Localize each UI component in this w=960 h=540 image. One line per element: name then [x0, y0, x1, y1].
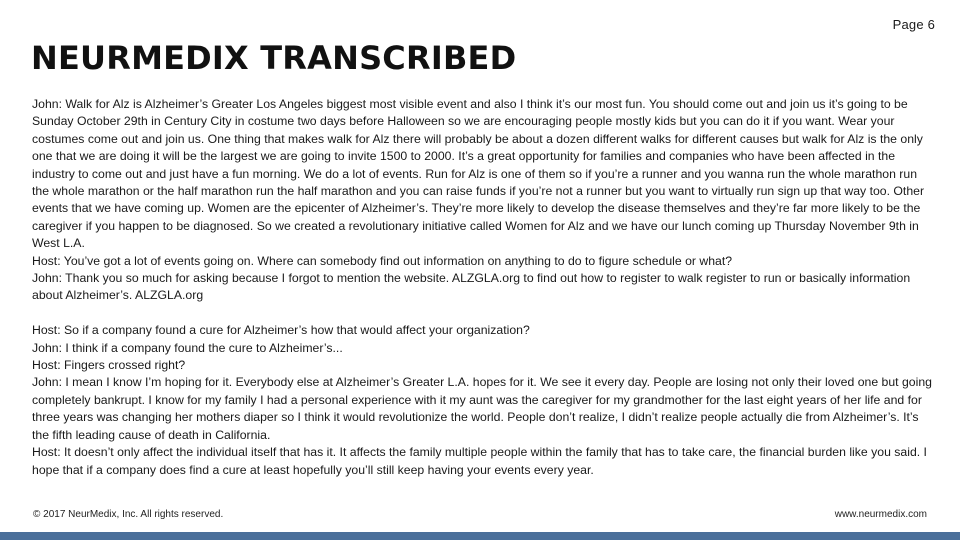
transcript-paragraph-host-affect: Host: It doesn’t only affect the individual itself that has it. It affects the family multiple people within the family that has to take care, the financial burden like you said. I hope that if a company does find a cure at least hopefully you’ll still keep having your events every year. — [32, 445, 927, 477]
transcript-paragraph-host-fingers: Host: Fingers crossed right? — [32, 358, 186, 373]
transcript-paragraph-host-info: Host: You’ve got a lot of events going on. Where can somebody find out information on anything to do to figure schedule or what? — [32, 253, 733, 268]
footer-website: www.neurmedix.com — [834, 509, 927, 520]
transcript-paragraph-john-events: John: Walk for Alz is Alzheimer’s Greater Los Angeles biggest most visible event and also I think it’s our most fun. You should come out and join us it’s going to be Sunday October 29th in Century City in costume two days before Halloween so we are encouraging people mostly kids but you can do it if you want. Wear your costumes come out and join us. One thing that makes walk for Alz there will probably be about a dozen different walks for different causes but walk for Alz is the only one that we are doing it will be the largest we are going to invite 1500 to 2000. It’s a great opportunity for families and companies who have been affected in the industry to come out and just have a fun morning. We do a lot of events. Run for Alz is one of them so if you’re a runner and you wanna run the whole marathon run the whole marathon or the half marathon run the half marathon and you can raise funds if you’re not a runner but you want to virtually run sign up that way too. Other events that we have coming up. Women are the epicenter of Alzheimer’s. They’re more likely to develop the disease themselves and they’re far more likely to be the caregiver if you happen to be diagnosed. So we created a revolutionary initiative called Women for Alz and we have our lunch coming up Thursday November 9th in West L.A. — [32, 97, 925, 251]
paragraph-spacer — [32, 305, 935, 322]
transcript-paragraph-john-cure: John: I think if a company found the cure to Alzheimer’s... — [32, 340, 343, 355]
transcript-paragraph-john-website: John: Thank you so much for asking because I forgot to mention the website. ALZGLA.org to find out how to register to walk register to run or basically information about Alzheimer’s. ALZGLA.org — [32, 271, 911, 303]
transcript-body — [32, 96, 935, 479]
page-number: Page 6 — [892, 17, 935, 32]
footer-copyright: © 2017 NeurMedix, Inc. All rights reserved. — [33, 509, 224, 520]
page-title: NEURMEDIX TRANSCRIBED — [31, 39, 517, 77]
transcript-paragraph-host-cure: Host: So if a company found a cure for Alzheimer’s how that would affect your organization? — [32, 323, 530, 338]
transcript-paragraph-john-hoping: John: I mean I know I’m hoping for it. Everybody else at Alzheimer’s Greater L.A. hopes for it. We see it every day. People are losing not only their loved one but going completely bankrupt. I know for my family I had a personal experience with it my aunt was the caregiver for my grandmother for the last eight years of her life and for three years was changing her mothers diaper so I think it would revolutionize the world. People don’t realize, I didn’t realize people actually die from Alzheimer’s. It’s the fifth leading cause of death in California. — [32, 375, 932, 442]
footer-bar — [0, 532, 960, 540]
